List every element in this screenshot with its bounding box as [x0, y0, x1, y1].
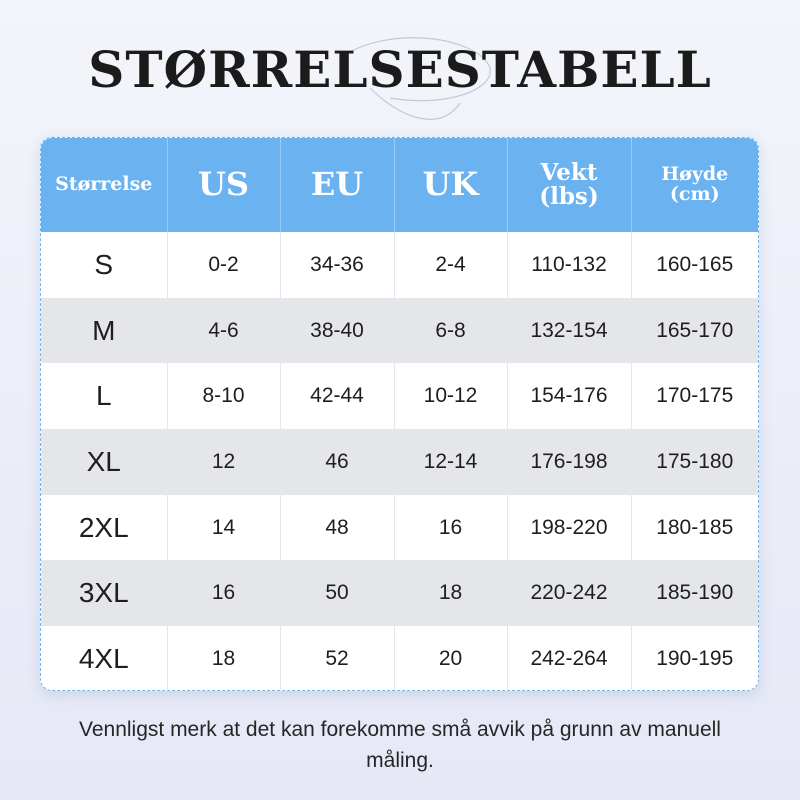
cell-us: 14 — [167, 495, 280, 561]
cell-weight: 154-176 — [507, 363, 631, 429]
cell-uk: 12-14 — [394, 429, 507, 495]
cell-uk: 20 — [394, 626, 507, 691]
cell-height: 175-180 — [631, 429, 758, 495]
table-row — [41, 560, 758, 626]
cell-us: 12 — [167, 429, 280, 495]
size-chart-table-card — [40, 137, 759, 691]
cell-uk: 10-12 — [394, 363, 507, 429]
measurement-note: Vennligst merk at det kan forekomme små avvik på grunn av manuell måling. — [79, 718, 721, 772]
cell-uk: 16 — [394, 495, 507, 561]
cell-eu: 34-36 — [280, 232, 394, 298]
cell-weight: 198-220 — [507, 495, 631, 561]
cell-height: 185-190 — [631, 560, 758, 626]
cell-height: 190-195 — [631, 626, 758, 691]
cell-size: XL — [41, 429, 167, 495]
cell-weight: 132-154 — [507, 298, 631, 364]
cell-eu: 50 — [280, 560, 394, 626]
header-weight — [507, 138, 631, 232]
header-us: US — [167, 138, 280, 232]
cell-us: 16 — [167, 560, 280, 626]
cell-weight: 110-132 — [507, 232, 631, 298]
cell-size: L — [41, 363, 167, 429]
header-height-unit: (cm) — [669, 183, 720, 205]
cell-us: 18 — [167, 626, 280, 691]
header-weight-unit: (lbs) — [539, 183, 599, 210]
header-size: Størrelse — [41, 138, 167, 232]
cell-size: S — [41, 232, 167, 298]
cell-weight: 220-242 — [507, 560, 631, 626]
page-title: STØRRELSESTABELL — [88, 40, 712, 99]
cell-weight: 176-198 — [507, 429, 631, 495]
header-eu: EU — [280, 138, 394, 232]
table-row — [41, 495, 758, 561]
cell-height: 170-175 — [631, 363, 758, 429]
cell-height: 160-165 — [631, 232, 758, 298]
cell-height: 180-185 — [631, 495, 758, 561]
table-row — [41, 626, 758, 691]
cell-eu: 46 — [280, 429, 394, 495]
header-height — [631, 138, 758, 232]
table-header-row — [41, 138, 758, 232]
table-row — [41, 232, 758, 298]
cell-size: 3XL — [41, 560, 167, 626]
cell-eu: 48 — [280, 495, 394, 561]
header-height-label: Høyde — [661, 163, 729, 186]
cell-uk: 6-8 — [394, 298, 507, 364]
cell-us: 8-10 — [167, 363, 280, 429]
cell-weight: 242-264 — [507, 626, 631, 691]
cell-height: 165-170 — [631, 298, 758, 364]
cell-size: 4XL — [41, 626, 167, 691]
table-row — [41, 429, 758, 495]
table-row — [41, 298, 758, 364]
cell-us: 4-6 — [167, 298, 280, 364]
cell-size: M — [41, 298, 167, 364]
cell-uk: 18 — [394, 560, 507, 626]
cell-us: 0-2 — [167, 232, 280, 298]
header-uk: UK — [394, 138, 507, 232]
cell-eu: 42-44 — [280, 363, 394, 429]
cell-eu: 38-40 — [280, 298, 394, 364]
header-weight-label: Vekt — [540, 158, 598, 186]
cell-uk: 2-4 — [394, 232, 507, 298]
size-chart-table — [41, 138, 758, 691]
cell-eu: 52 — [280, 626, 394, 691]
table-row — [41, 363, 758, 429]
cell-size: 2XL — [41, 495, 167, 561]
